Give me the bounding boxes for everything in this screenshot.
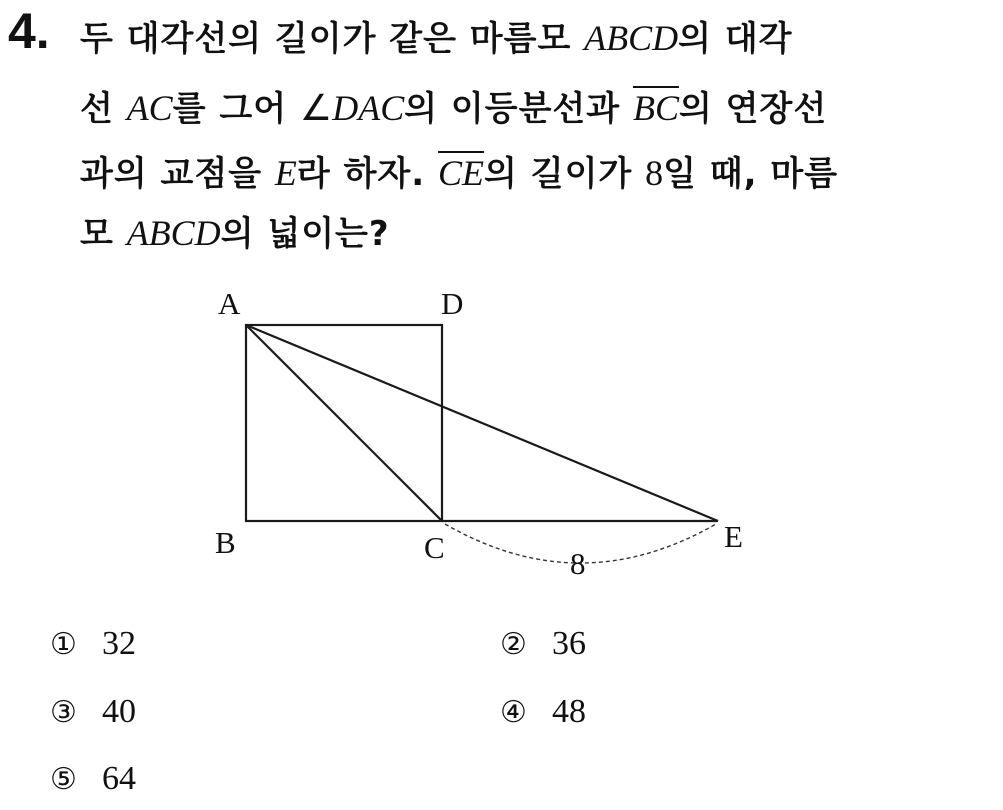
choice-3[interactable] (50, 693, 136, 731)
choice-value: 64 (102, 760, 136, 797)
question-text-segment: ABCD (584, 18, 679, 58)
choice-4[interactable] (500, 693, 586, 731)
choice-mark: ① (50, 626, 77, 662)
question-text-segment: 모 (80, 214, 127, 254)
bisector-ae (246, 325, 718, 521)
question-text-segment: $\overline{CE}$ (438, 153, 485, 193)
choice-value: 32 (102, 625, 136, 662)
choice-mark: ④ (500, 694, 527, 730)
label-d: D (441, 286, 464, 321)
label-a: A (218, 286, 241, 321)
question-text-segment: 의 대각 (678, 19, 793, 59)
question-text-segment: 두 대각선의 길이가 같은 마름모 (80, 19, 585, 59)
choice-mark: ⑤ (50, 761, 77, 797)
question-number: 4. (8, 3, 50, 59)
question-text-segment: 의 연장선 (678, 89, 828, 129)
label-b: B (215, 525, 236, 560)
question-text-segment: 라 하자. (296, 154, 439, 194)
label-e: E (724, 519, 743, 554)
choice-mark: ② (500, 626, 527, 662)
question-text-segment: 일 때, 마름 (663, 154, 839, 194)
question-text-segment: 의 길이가 (484, 154, 646, 194)
question-text-segment: E (274, 153, 297, 193)
question-text-segment: 의 넓이는? (220, 214, 390, 254)
choice-value: 40 (102, 693, 136, 730)
choice-2[interactable] (500, 625, 586, 663)
question-text-segment: ABCD (126, 213, 221, 253)
length-label: 8 (570, 546, 586, 581)
question-text-segment: 선 (80, 89, 127, 129)
choice-5[interactable] (50, 760, 136, 798)
question-text-segment: 8 (645, 153, 664, 193)
question-text-segment: 의 이등분선과 (404, 89, 633, 129)
question-text-segment: 과의 교점을 (80, 154, 275, 194)
choice-mark: ③ (50, 694, 77, 730)
question-text-segment: AC (126, 88, 173, 128)
question-text-segment: $\overline{BC}$ (632, 88, 679, 128)
diagonal-ac (246, 325, 442, 521)
choice-value: 48 (552, 693, 586, 730)
question-text-segment: ∠ (299, 88, 333, 128)
question-text-segment: DAC (332, 88, 405, 128)
question-text-segment: 를 그어 (172, 89, 300, 129)
choice-1[interactable] (50, 625, 136, 663)
label-c: C (424, 530, 445, 565)
choice-value: 36 (552, 625, 586, 662)
